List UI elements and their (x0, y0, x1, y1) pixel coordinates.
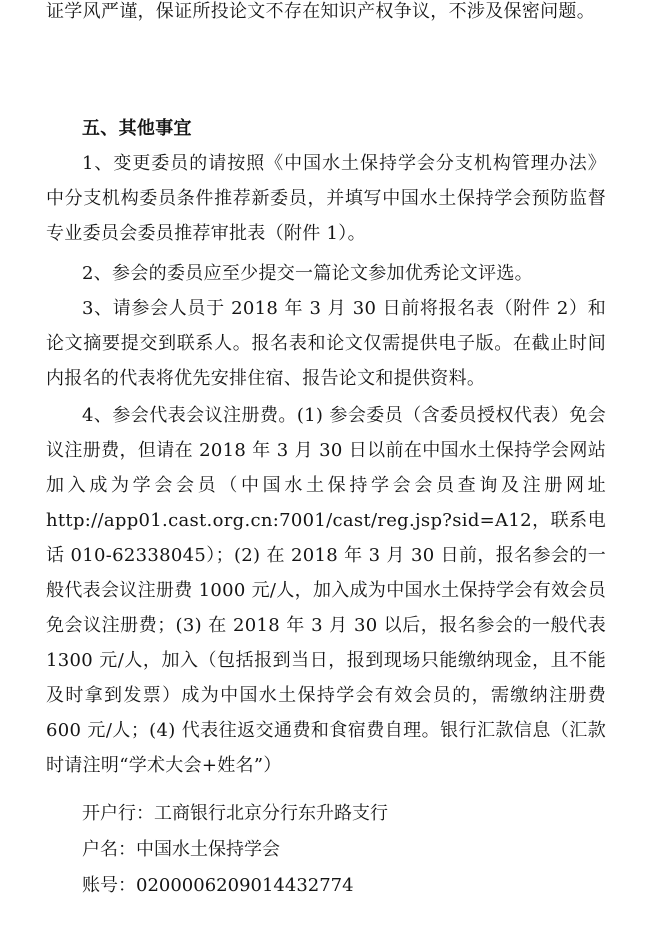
paragraph-item-4: 4、参会代表会议注册费。(1) 参会委员（含委员授权代表）免会议注册费，但请在 2018 年 3 月 30 日以前在中国水土保持学会网站加入成为学会会员（中国水土保持学会会员查询及注册网址 http://app01.cast.org.cn:7001/cast/reg.jsp?sid=A12，联系电话 010-62338045）；(2) 在 2018 年 3 月 30 日前，报名参会的一般代表会议注册费 1000 元/人，加入成为中国水土保持学会有效会员免会议注册费；(3) 在 2018 年 3 月 30 以后，报名参会的一般代表 1300 元/人，加入（包括报到当日，报到现场只能缴纳现金，且不能及时拿到发票）成为中国水土保持学会有效会员的，需缴纳注册费 600 元/人；(4) 代表往返交通费和食宿费自理。银行汇款信息（汇款时请注明“学术大会+姓名”） (46, 405, 606, 776)
bank-account-number: 账号：0200006209014432774 (82, 875, 354, 896)
paragraph-continuation: 证学风严谨，保证所投论文不存在知识产权争议，不涉及保密问题。 (46, 1, 595, 22)
bank-account-name: 户名：中国水土保持学会 (82, 839, 280, 860)
paragraph-item-1: 1、变更委员的请按照《中国水土保持学会分支机构管理办法》中分支机构委员条件推荐新委员，并填写中国水土保持学会预防监督专业委员会委员推荐审批表（附件 1）。 (46, 153, 606, 244)
paragraph-item-2: 2、参会的委员应至少提交一篇论文参加优秀论文评选。 (82, 263, 533, 284)
bank-branch: 开户行：工商银行北京分行东升路支行 (82, 803, 388, 824)
section-heading-other-matters: 五、其他事宜 (82, 118, 192, 139)
paragraph-item-3: 3、请参会人员于 2018 年 3 月 30 日前将报名表（附件 2）和论文摘要提交到联系人。报名表和论文仅需提供电子版。在截止时间内报名的代表将优先安排住宿、报告论文和提供资料。 (46, 298, 606, 389)
